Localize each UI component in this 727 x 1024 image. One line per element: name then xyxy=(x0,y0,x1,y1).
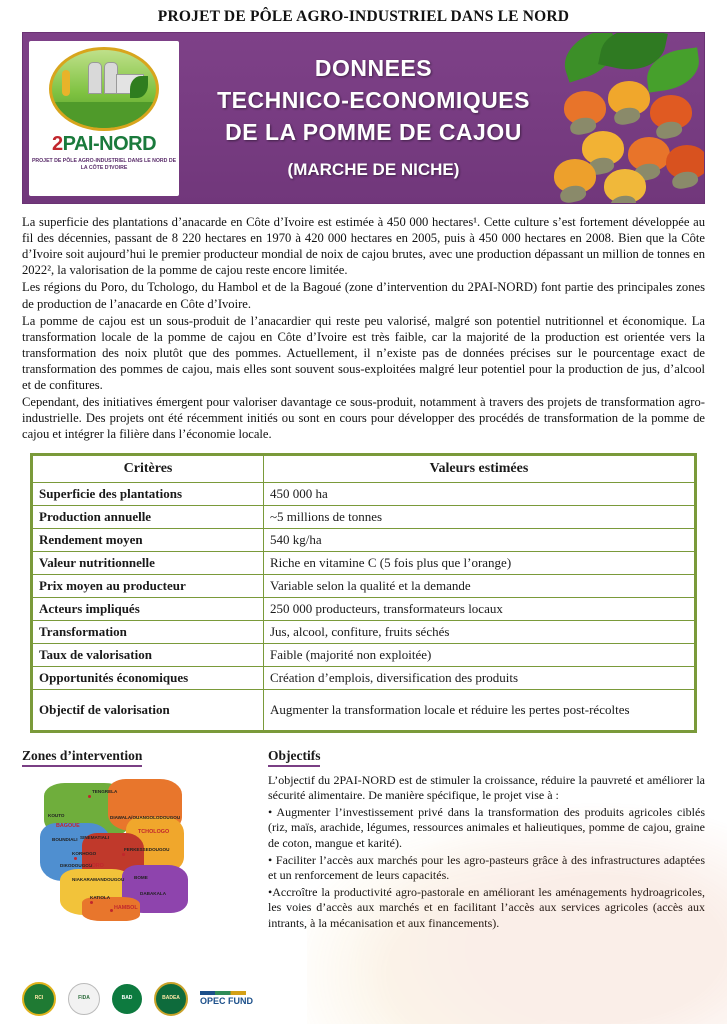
table-row xyxy=(33,666,695,689)
data-table-container xyxy=(30,453,697,733)
table-header-criteria: Critères xyxy=(33,455,264,482)
map-city-dot xyxy=(88,795,91,798)
intro-paragraph-4: Cependant, des initiatives émergent pour valoriser davantage ce sous-produit, notamment à travers des projets de transformation agro-industrielle. Des projets ont été récemment initiés ou sont en cours pour développer des procédés de transformation de la pomme de cajou et intégrer la filière dans l’économie locale. xyxy=(22,395,705,442)
technico-economic-table xyxy=(32,455,695,731)
logo-emblem-icon xyxy=(49,47,159,131)
page-title: PROJET DE PÔLE AGRO-INDUSTRIEL DANS LE NORD xyxy=(157,8,570,25)
badea-logo-icon: BADEA xyxy=(154,982,188,1016)
cashew-photo xyxy=(554,33,704,203)
table-cell-value: Variable selon la qualité et la demande xyxy=(264,574,695,597)
table-cell-key: Superficie des plantations xyxy=(33,482,264,505)
map-label: KOUTO xyxy=(48,812,65,818)
map-city-dot xyxy=(122,853,125,856)
banner-line-4: (MARCHE DE NICHE) xyxy=(287,160,460,179)
table-header-values: Valeurs estimées xyxy=(264,455,695,482)
objectives-paragraph-3: • Faciliter l’accès aux marchés pour les agro-pasteurs grâce à des infrastructures adaptées et un renforcement de leurs capacités. xyxy=(268,852,705,883)
map-label: BOME xyxy=(134,874,148,880)
intro-paragraph-1: La superficie des plantations d’anacarde en Côte d’Ivoire est estimée à 450 000 hectares¹. Cette culture s’est fortement développée au fil des décennies, passant de 8 220 hectares en 1970 à 420 000 hectares en 2005, puis à 450 000 hectares en 2008. Bien que la Côte d’Ivoire soit aujourd’hui le premier producteur mondial de noix de cajou brutes, avec une production dépassant un million de tonnes en 2022², la valorisation de la pomme de cajou reste encore limitée. xyxy=(22,215,705,278)
table-cell-key: Objectif de valorisation xyxy=(33,689,264,730)
map-label: FERKESSEDOUGOU xyxy=(124,846,170,852)
table-cell-value: ~5 millions de tonnes xyxy=(264,505,695,528)
map-label-region: TCHOLOGO xyxy=(138,828,170,835)
table-cell-value: 450 000 ha xyxy=(264,482,695,505)
opec-fund-bar-icon xyxy=(200,991,246,995)
project-logo xyxy=(29,41,179,196)
table-row xyxy=(33,505,695,528)
partner-logos xyxy=(22,982,253,1016)
objectives-column xyxy=(268,747,705,933)
table-cell-value: Augmenter la transformation locale et réduire les pertes post-récoltes xyxy=(264,689,695,730)
intro-paragraph-3: La pomme de cajou est un sous-produit de l’anacardier qui reste peu valorisé, malgré son potentiel nutritionnel et économique. La transformation locale de la pomme de cajou en Côte d’Ivoire est très faible, car la majorité de la production est orientée vers la transformation des noix plutôt que des pommes. Actuellement, il n’existe pas de données précises sur le pourcentage exact de transformation des pommes de cajou, mais elles sont souvent sous-exploitées malgré leur potentiel pour la production de jus, d’alcool et de confitures. xyxy=(22,313,705,393)
map-label: DABAKALA xyxy=(140,890,167,896)
table-cell-value: 540 kg/ha xyxy=(264,528,695,551)
table-cell-key: Acteurs impliqués xyxy=(33,597,264,620)
table-cell-key: Prix moyen au producteur xyxy=(33,574,264,597)
opec-fund-label: OPEC FUND xyxy=(200,996,254,1007)
table-row xyxy=(33,597,695,620)
map-label: SINEMATIALI xyxy=(80,834,110,840)
table-cell-key: Valeur nutritionnelle xyxy=(33,551,264,574)
objectives-paragraph-2: • Augmenter l’investissement privé dans la transformation des produits agricoles ciblés (riz, maïs, arachide, légumes, ressources animales et halieutiques, pomme de cajou, graine de coton, mangue et karité). xyxy=(268,804,705,850)
map-city-dot xyxy=(74,857,77,860)
map-label-region: HAMBOL xyxy=(114,904,138,911)
banner-line-1: DONNEES xyxy=(314,55,433,81)
map-label: KORHOGO xyxy=(72,850,97,856)
map-label-region: PORO xyxy=(88,862,104,869)
logo-subtitle: PROJET DE PÔLE AGRO-INDUSTRIEL DANS LE NORD DE LA CÔTE D'IVOIRE xyxy=(31,158,177,172)
table-row xyxy=(33,643,695,666)
table-cell-value: Jus, alcool, confiture, fruits séchés xyxy=(264,620,695,643)
banner-line-2: TECHNICO-ECONOMIQUES xyxy=(217,87,530,113)
table-cell-key: Transformation xyxy=(33,620,264,643)
table-cell-value: Création d’emplois, diversification des produits xyxy=(264,666,695,689)
table-cell-key: Opportunités économiques xyxy=(33,666,264,689)
table-cell-value: Faible (majorité non exploitée) xyxy=(264,643,695,666)
map-city-dot xyxy=(110,909,113,912)
banner-title-group xyxy=(173,55,574,180)
opec-fund-logo xyxy=(200,991,253,1007)
table-cell-value: 250 000 producteurs, transformateurs locaux xyxy=(264,597,695,620)
table-cell-key: Rendement moyen xyxy=(33,528,264,551)
intervention-map xyxy=(30,773,238,921)
map-label: NIAKARAMANDOUGOU xyxy=(72,876,125,882)
map-label: BOUNDIALI xyxy=(52,836,78,842)
republique-cote-divoire-logo-icon: RCI xyxy=(22,982,56,1016)
table-row xyxy=(33,551,695,574)
logo-wordmark xyxy=(52,133,156,156)
map-label: TENGRELA xyxy=(92,788,118,794)
map-label: DIAWALA/OUANGOLODOUGOU xyxy=(110,814,181,820)
zones-title: Zones d’intervention xyxy=(22,748,142,767)
table-cell-key: Taux de valorisation xyxy=(33,643,264,666)
intro-text xyxy=(22,214,705,443)
objectives-paragraph-1: L’objectif du 2PAI-NORD est de stimuler la croissance, réduire la pauvreté et améliorer la sécurité alimentaire. De manière spécifique, le projet vise à : xyxy=(268,772,705,803)
logo-number: 2 xyxy=(51,133,63,155)
table-cell-value: Riche en vitamine C (5 fois plus que l’orange) xyxy=(264,551,695,574)
table-row xyxy=(33,620,695,643)
table-row xyxy=(33,574,695,597)
logo-name: PAI-NORD xyxy=(62,133,157,155)
table-cell-key: Production annuelle xyxy=(33,505,264,528)
bad-logo-icon: BAD xyxy=(112,984,142,1014)
banner-line-3: DE LA POMME DE CAJOU xyxy=(225,119,522,145)
objectives-paragraph-4: •Accroître la productivité agro-pastorale en améliorant les aménagements hydroagricoles, les voies d’accès aux marchés et en facilitant l’accès aux services agricoles (accès aux intrants, à la mécanisation et aux financements). xyxy=(268,884,705,930)
table-row xyxy=(33,482,695,505)
intro-paragraph-2: Les régions du Poro, du Tchologo, du Hambol et de la Bagoué (zone d’intervention du 2PAI-NORD) font partie des principales zones de production de l’anacarde en Côte d’Ivoire. xyxy=(22,280,705,311)
map-city-dot xyxy=(90,901,93,904)
table-row xyxy=(33,689,695,730)
bottom-section xyxy=(22,747,705,933)
table-header-row xyxy=(33,455,695,482)
map-label-region: BAGOUE xyxy=(56,822,80,829)
map-label: KATIOLA xyxy=(90,894,111,900)
objectives-text xyxy=(268,773,705,932)
table-row xyxy=(33,528,695,551)
fida-logo-icon: FIDA xyxy=(68,983,100,1015)
zones-column xyxy=(22,747,254,933)
map-label: DIKODOUGOU xyxy=(60,862,93,868)
objectives-title: Objectifs xyxy=(268,748,320,767)
header-banner xyxy=(22,32,705,204)
